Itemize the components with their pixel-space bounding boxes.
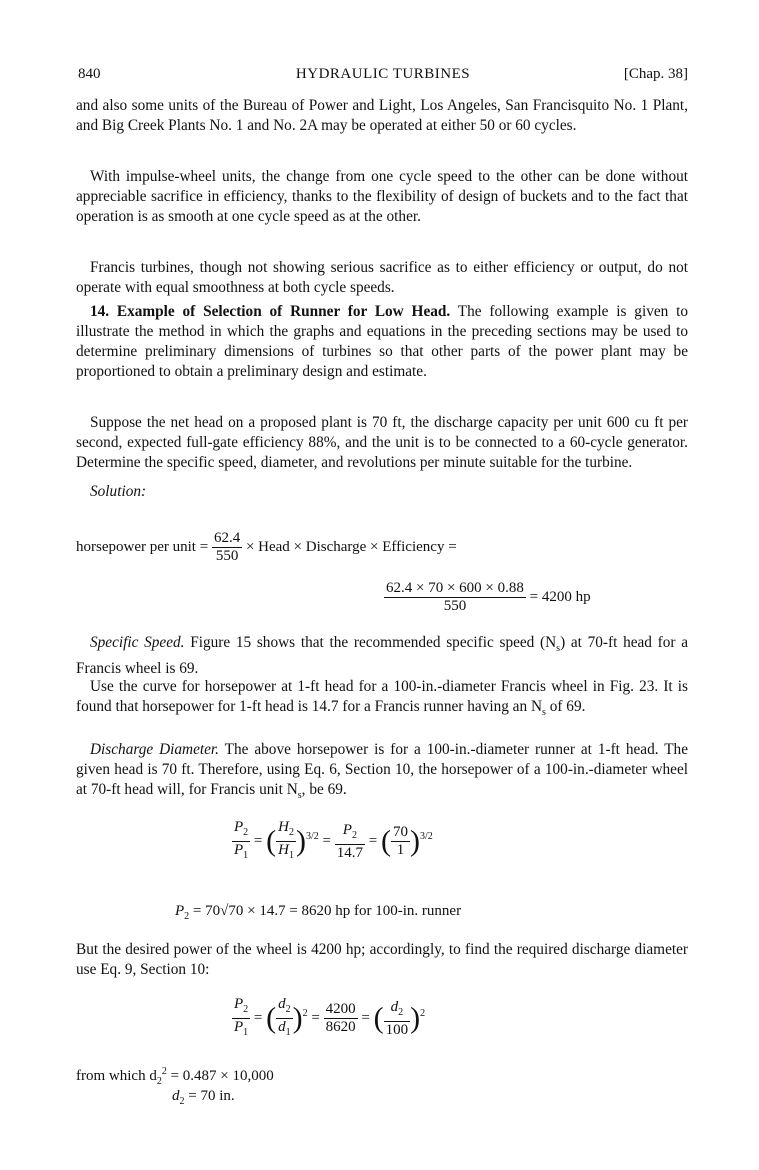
discharge-diameter-sub: s [297,790,302,802]
eq4-d1: d [278,1019,286,1035]
eq1-value-fraction [384,580,526,615]
eq3-p: P [175,903,185,919]
equation-d2-squared [76,1066,274,1087]
eq4-d-fraction [276,996,293,1041]
eq2-exponent-2: 3/2 [419,830,433,842]
eq2-equals-3: = [368,832,378,849]
eq2-den-147: 14.7 [336,844,363,861]
eq5-line1-a: from which d [76,1068,157,1084]
eq4-equals-3: = [361,1009,370,1026]
eq4-d1-sub: 1 [285,1027,291,1038]
eq5-line1-sup: 2 [161,1066,167,1077]
eq4-d2-sub: 2 [285,1004,291,1015]
specific-speed-text2: ) at 70-ft head for a Francis wheel is 69. [76,634,688,678]
eq2-equals-1: = [253,832,263,849]
paragraph-1: and also some units of the Bureau of Power and Light, Los Angeles, San Francisquito No. 1 Plant, and Big Creek Plants No. 1 and No. 2A may be operated at either 50 or 60 cycles. [76,97,688,134]
page-number: 840 [78,66,101,82]
eq5-line1-b: = 0.487 × 10,000 [166,1068,274,1084]
eq2-p1: P [234,842,244,858]
paragraph-problem: Suppose the net head on a proposed plant is 70 ft, the discharge capacity per unit 600 cu ft per second, expected full-gate efficiency 88%, and the unit is to be connected to a 60-cycle generator. Determine the specific speed, diameter, and revolutions per minute suitable for the turbine. [76,414,688,471]
eq2-den-1: 1 [396,842,405,858]
equation-diameter-ratio: $\frac{P_2}{P_1}$ = ( $\frac{d_2}{d_1}$ )$^2$ = $\frac{4200}{8620}$ = ( $\frac{d_2}{100}$ )$^2$ [232,996,425,1041]
eq1-coef-num: 62.4 [213,530,241,546]
eq5-line2-b: = 70 in. [184,1088,235,1104]
eq4-p1-sub: 1 [243,1027,249,1038]
eq2-p1-sub: 1 [243,850,249,861]
equation-d2-result [172,1088,235,1107]
section-14-text: The following example is given to illustrate the method in which the graphs and equations in the preceding sections may be used to determine preliminary dimensions of turbines so that other parts of the power plant may be proportioned to obtain a preliminary design and estimate. [76,303,688,380]
eq4-exponent-1: 2 [302,1007,308,1019]
equation-horsepower-value [384,580,591,615]
discharge-diameter-text2: , be 69. [301,781,347,798]
eq2-p14-fraction [335,822,365,862]
eq2-exponent-1: 3/2 [305,830,319,842]
equation-horsepower [76,530,457,565]
eq2-p2-b: P [342,821,352,838]
eq2-70-fraction [391,824,410,859]
eq4-d2-b: d [390,998,399,1015]
eq1-value-num: 62.4 × 70 × 600 × 0.88 [386,580,524,596]
eq1-result: = 4200 hp [529,588,591,605]
eq1-value-den: 550 [443,598,467,614]
eq3-rest: = 70√70 × 14.7 = 8620 hp for 100-in. runner [189,903,462,919]
eq4-p2: P [234,996,244,1012]
eq1-coef-fraction [212,530,242,565]
eq1-coef-den: 550 [215,548,239,564]
eq2-p2-sub: 2 [243,827,249,838]
discharge-diameter-label: Discharge Diameter. [90,741,219,758]
eq4-p2-sub: 2 [243,1004,249,1015]
paragraph-desired-power: But the desired power of the wheel is 4200 hp; accordingly, to find the required discharge diameter use Eq. 9, Section 10: [76,941,688,978]
section-14-heading: 14. Example of Selection of Runner for Low Head. [90,303,451,320]
solution-label: Solution: [90,483,147,500]
eq4-exponent-2: 2 [420,1007,426,1019]
use-curve-text: Use the curve for horsepower at 1-ft head for a 100-in.-diameter Francis wheel in Fig. 23. It is found that horsepower for 1-ft head is 14.7 for a Francis runner having an N [76,678,688,715]
equation-power-ratio: $\frac{P_2}{P_1}$ = ( $\frac{H_2}{H_1}$ )$^{3/2}$ = $\frac{P_2}{14.7}$ = ( $\frac{70}{1}$ )$^{3/2}$ [232,819,433,864]
discharge-diameter-text: The above horsepower is for a 100-in.-diameter runner at 1-ft head. The given head is 70 ft. Therefore, using Eq. 6, Section 10, the horsepower of a 100-in.-diameter wheel at 70-ft head will, for Francis unit N [76,741,688,798]
section-14 [76,302,688,382]
eq5-line2-sub: 2 [179,1096,185,1107]
eq3-p-sub: 2 [184,911,190,922]
use-curve-end: of 69. [545,698,586,715]
paragraph-francis: Francis turbines, though not showing serious sacrifice as to either efficiency or output, do not operate with equal smoothness at both cycle speeds. [76,259,688,296]
specific-speed-sub: s [556,643,561,655]
eq4-equals-2: = [311,1009,320,1026]
paragraph-discharge-diameter [76,740,688,806]
eq1-lhs: horsepower per unit = [76,538,209,555]
eq2-h1: H [278,842,289,858]
specific-speed-text: Figure 15 shows that the recommended specific speed (N [190,634,557,651]
eq5-line2-a: d [172,1088,180,1104]
paragraph-specific-speed [76,633,688,679]
eq2-p2-b-sub: 2 [351,829,357,841]
eq2-p2: P [234,819,244,835]
equation-p2-value [175,903,461,922]
chapter-label: [Chap. 38] [623,66,688,82]
eq1-rest: × Head × Discharge × Efficiency = [245,538,457,555]
eq2-p-fraction [232,819,250,864]
eq4-den-100: 100 [385,1021,409,1038]
eq2-num-70: 70 [392,824,408,840]
eq2-equals-2: = [322,832,331,849]
eq4-p-fraction [232,996,250,1041]
eq4-num-4200: 4200 [325,1001,356,1017]
paragraph-impulse-wheel: With impulse-wheel units, the change from one cycle speed to the other can be done without appreciable sacrifice in efficiency, thanks to the flexibility of design of buckets and to the fact that operation is as smooth at one cycle speed as at the other. [76,168,688,225]
running-header [78,66,688,86]
eq4-4200-fraction [324,1001,358,1036]
eq4-equals-1: = [253,1009,263,1026]
use-curve-sub: s [542,707,546,719]
eq5-line1-sub: 2 [156,1076,162,1087]
eq4-100-fraction [384,999,411,1039]
eq2-h1-sub: 1 [288,850,294,861]
running-title: HYDRAULIC TURBINES [295,66,471,82]
specific-speed-label: Specific Speed. [90,634,185,651]
eq2-h-fraction [276,819,296,864]
eq2-h2: H [278,819,289,835]
paragraph-use-curve [76,677,688,723]
eq4-d2-b-sub: 2 [398,1006,404,1018]
eq2-h2-sub: 2 [288,827,294,838]
eq4-p1: P [234,1019,244,1035]
eq4-den-8620: 8620 [325,1019,356,1035]
eq4-d2: d [278,996,286,1012]
